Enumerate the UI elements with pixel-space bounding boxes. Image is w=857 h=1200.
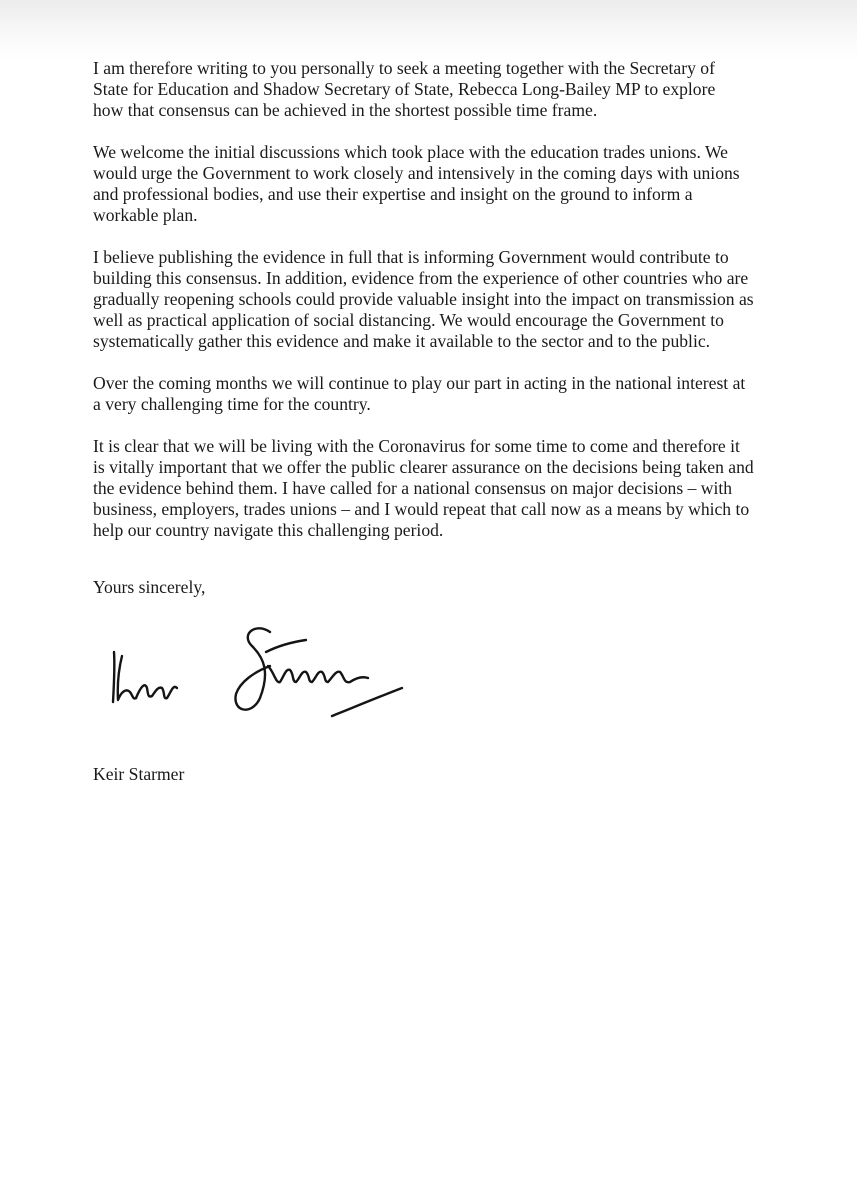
paragraph-coronavirus: It is clear that we will be living with the Coronavirus for some time to come and therefore it is vitally important that we offer the public clearer assurance on the decisions being taken and the evidence behind them. I have called for a national consensus on major decisions – with business, employers, trades unions – and I would repeat that call now as a means by which to help our country navigate this challenging period. (93, 436, 754, 540)
closing-salutation: Yours sincerely, (93, 577, 206, 597)
paragraph-meeting-request: I am therefore writing to you personally to seek a meeting together with the Secretary of State for Education and Shadow Secretary of State, Rebecca Long-Bailey MP to explore how that consensus can be achieved in the shortest possible time frame. (93, 58, 716, 120)
letter-body (93, 58, 773, 562)
handwritten-signature (100, 612, 420, 727)
paragraph-evidence: I believe publishing the evidence in full that is informing Government would contribute to building this consensus. In addition, evidence from the experience of other countries who are gradually reopening schools could provide valuable insight into the impact on transmission as well as practical application of social distancing. We would encourage the Government to systematically gather this evidence and make it available to the sector and to the public. (93, 247, 754, 351)
paragraph-trades-unions: We welcome the initial discussions which took place with the education trades unions. We would urge the Government to work closely and intensively in the coming days with unions and professional bodies, and use their expertise and insight on the ground to inform a workable plan. (93, 142, 740, 225)
paragraph-national-interest: Over the coming months we will continue to play our part in acting in the national interest at a very challenging time for the country. (93, 373, 746, 414)
signer-name: Keir Starmer (93, 764, 185, 784)
